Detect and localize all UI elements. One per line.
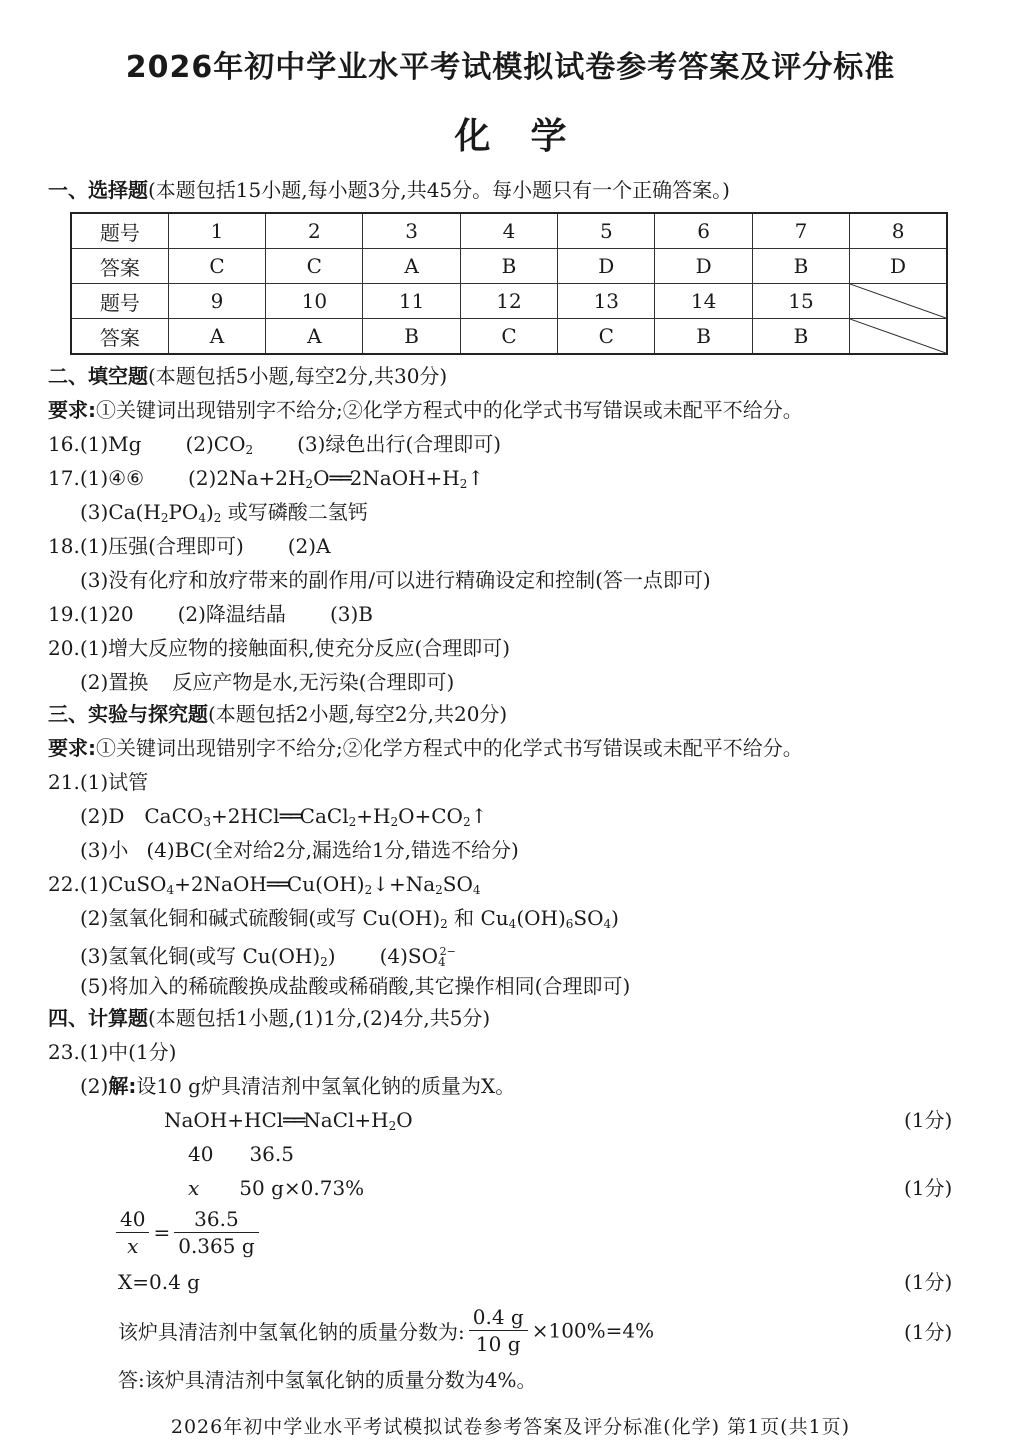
subject-title: 化学 bbox=[454, 116, 607, 157]
q18-line-2: (3)没有化疗和放疗带来的副作用/可以进行精确设定和控制(答一点即可) bbox=[80, 568, 711, 592]
page-footer: 2026年初中学业水平考试模拟试卷参考答案及评分标准(化学) 第1页(共1页) bbox=[170, 1416, 851, 1438]
q23-equation: $NaOH+HCl══NaCl+H_2O$ bbox=[164, 1108, 413, 1133]
q20-line-1: 20.(1)增大反应物的接触面积,使充分反应(合理即可) bbox=[48, 636, 511, 660]
q21-line-2: (2)D $CaCO_3+2HCl══CaCl_2+H_2O+CO_2↑$ bbox=[80, 804, 488, 829]
section-3-requirement: 要求:①关键词出现错别字不给分;②化学方程式中的化学式书写错误或未配平不给分。 bbox=[48, 736, 803, 760]
q23-result: X=0.4 g bbox=[118, 1270, 200, 1294]
section-3-heading: 三、实验与探究题(本题包括2小题,每空2分,共20分) bbox=[48, 702, 508, 726]
empty-cell-diagonal bbox=[850, 319, 947, 355]
q22-line-1: $22.(1)CuSO_4+2NaOH══Cu(OH)_2↓+Na_2SO_4$ bbox=[48, 872, 481, 897]
q20-line-2: (2)置换 反应产物是水,无污染(合理即可) bbox=[80, 670, 455, 694]
q23-line-1: 23.(1)中(1分) bbox=[48, 1040, 177, 1064]
table-row: 答案 A A B C C B B bbox=[71, 319, 947, 355]
q23-mass-values: x 50 g×0.73% bbox=[188, 1176, 365, 1200]
q23-line-2: (2)解:设10 g炉具清洁剂中氢氧化钠的质量为X。 bbox=[80, 1074, 516, 1098]
q17-line-1: 17.(1)④⑥ $(2)2Na+2H_2O══2NaOH+H_2↑$ bbox=[48, 466, 485, 491]
table-row: 答案 C C A B D D B D bbox=[71, 249, 947, 284]
table-row: 题号 9 10 11 12 13 14 15 bbox=[71, 284, 947, 319]
q21-line-1: 21.(1)试管 bbox=[48, 770, 149, 794]
q18-line-1: 18.(1)压强(合理即可) (2)A bbox=[48, 534, 331, 558]
q22-line-3: (3)氢氧化铜(或写 $Cu(OH)_2$) $(4)SO_4^{2-}$ bbox=[80, 944, 456, 969]
q19-line: 19.(1)20 (2)降温结晶 (3)B bbox=[48, 602, 373, 626]
q23-answer: 答:该炉具清洁剂中氢氧化钠的质量分数为4%。 bbox=[118, 1368, 537, 1392]
section-4-heading: 四、计算题(本题包括1小题,(1)1分,(2)4分,共5分) bbox=[48, 1006, 491, 1030]
q21-line-3: (3)小 (4)BC(全对给2分,漏选给1分,错选不给分) bbox=[80, 838, 519, 862]
section-2-heading: 二、填空题(本题包括5小题,每空2分,共30分) bbox=[48, 364, 448, 388]
score-mark: (1分) bbox=[904, 1176, 953, 1200]
q17-line-2: $(3)Ca(H_2PO_4)_2$ 或写磷酸二氢钙 bbox=[80, 500, 368, 525]
q16-line: 16.(1)Mg $(2)CO_2$ (3)绿色出行(合理即可) bbox=[48, 432, 502, 457]
section-2-requirement: 要求:①关键词出现错别字不给分;②化学方程式中的化学式书写错误或未配平不给分。 bbox=[48, 398, 803, 422]
q23-fraction-line: 该炉具清洁剂中氢氧化钠的质量分数为: $\frac{0.4 g}{10 g}$ ×100%=4% bbox=[118, 1305, 655, 1356]
q22-line-2: (2)氢氧化铜和碱式硫酸铜(或写 $Cu(OH)_2$ 和 $Cu_4(OH)_6SO_4$) bbox=[80, 906, 619, 931]
section-1-heading: 一、选择题(本题包括15小题,每小题3分,共45分。每小题只有一个正确答案。) bbox=[48, 178, 730, 202]
q22-line-4: (5)将加入的稀硫酸换成盐酸或稀硝酸,其它操作相同(合理即可) bbox=[80, 974, 631, 998]
score-mark: (1分) bbox=[904, 1270, 953, 1294]
table-row: 题号 1 2 3 4 5 6 7 8 bbox=[71, 213, 947, 249]
score-mark: (1分) bbox=[904, 1320, 953, 1344]
q23-mass-ratio: 40 36.5 bbox=[188, 1142, 294, 1166]
empty-cell-diagonal bbox=[850, 284, 947, 319]
answer-table bbox=[70, 212, 948, 355]
q23-proportion: $\frac{40}{x}$ = $\frac{36.5}{0.365 g}$ bbox=[112, 1206, 263, 1259]
score-mark: (1分) bbox=[904, 1108, 953, 1132]
page-title: 2026年初中学业水平考试模拟试卷参考答案及评分标准 bbox=[125, 50, 896, 85]
